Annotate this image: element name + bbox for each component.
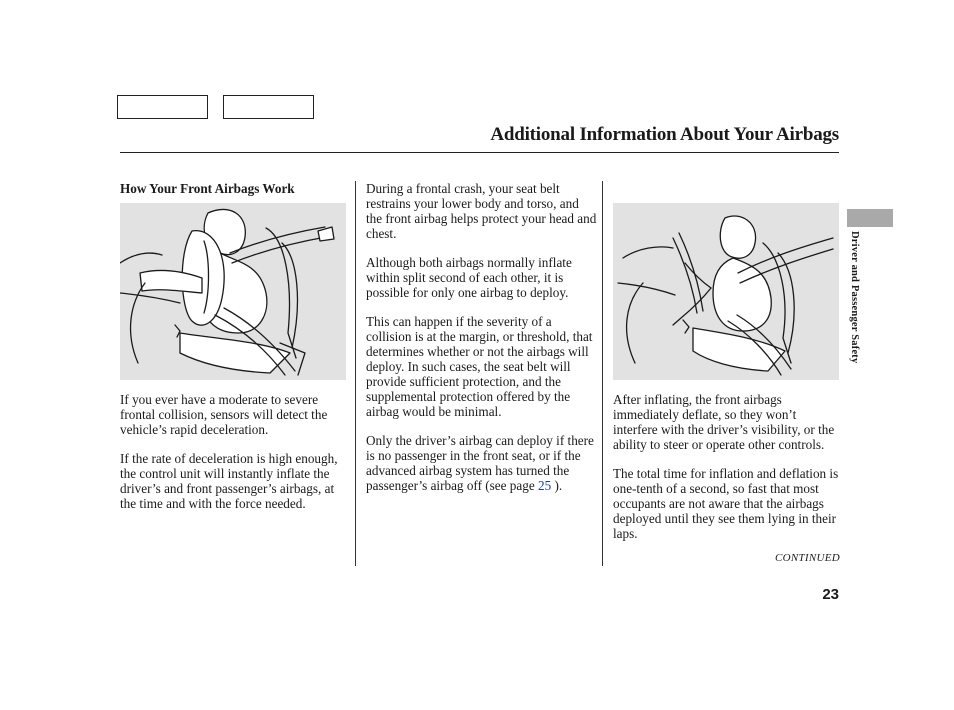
header-tab-box-right (223, 95, 314, 119)
page-reference-link[interactable]: 25 (537, 478, 552, 493)
section-thumb-tab (847, 209, 893, 227)
paragraph: Although both airbags normally inflate within split second of each other, it is possible for only one airbag to deploy. (366, 255, 572, 300)
paragraph-text: Only the driver’s airbag can deploy if there is no passenger in the front seat, or if the advanced airbag system has turned the passenger’s airbag off (see page (366, 433, 594, 493)
paragraph: During a frontal crash, your seat belt restrains your lower body and torso, and the front airbag helps protect your head and chest. (366, 181, 597, 241)
column-divider-2 (602, 181, 603, 566)
paragraph-text: ). (551, 478, 563, 493)
column-1 (120, 181, 350, 525)
paragraph: If you ever have a moderate to severe frontal collision, sensors will detect the vehicle’s rapid deceleration. (120, 392, 328, 437)
title-rule (120, 152, 839, 153)
paragraph: The total time for inflation and deflation is one-tenth of a second, so fast that most occupants are not aware that the airbags deployed until they see them lying in their laps. (613, 466, 839, 541)
column-divider-1 (355, 181, 356, 566)
section-heading: How Your Front Airbags Work (120, 181, 295, 196)
paragraph: This can happen if the severity of a collision is at the margin, or threshold, that determines whether or not the airbags will deploy. In such cases, the seat belt will provide sufficient protection, and the supplemental protection offered by the airbag would be minimal. (366, 314, 593, 419)
continued-label: CONTINUED (774, 552, 840, 564)
paragraph: After inflating, the front airbags immediately deflate, so they won’t interfere with the driver’s visibility, or the ability to steer or operate other controls. (613, 392, 835, 452)
column-3 (613, 181, 841, 555)
airbag-inflated-illustration (120, 203, 346, 380)
airbag-deflated-illustration (613, 203, 839, 380)
paragraph (366, 433, 598, 493)
page-title: Additional Information About Your Airbags (490, 124, 839, 145)
header-tab-box-left (117, 95, 208, 119)
paragraph: If the rate of deceleration is high enough, the control unit will instantly inflate the driver’s and front passenger’s airbags, at the time and with the force needed. (120, 451, 338, 511)
page-number: 23 (822, 586, 839, 603)
section-side-label: Driver and Passenger Safety (849, 231, 860, 364)
column-2 (366, 181, 598, 507)
